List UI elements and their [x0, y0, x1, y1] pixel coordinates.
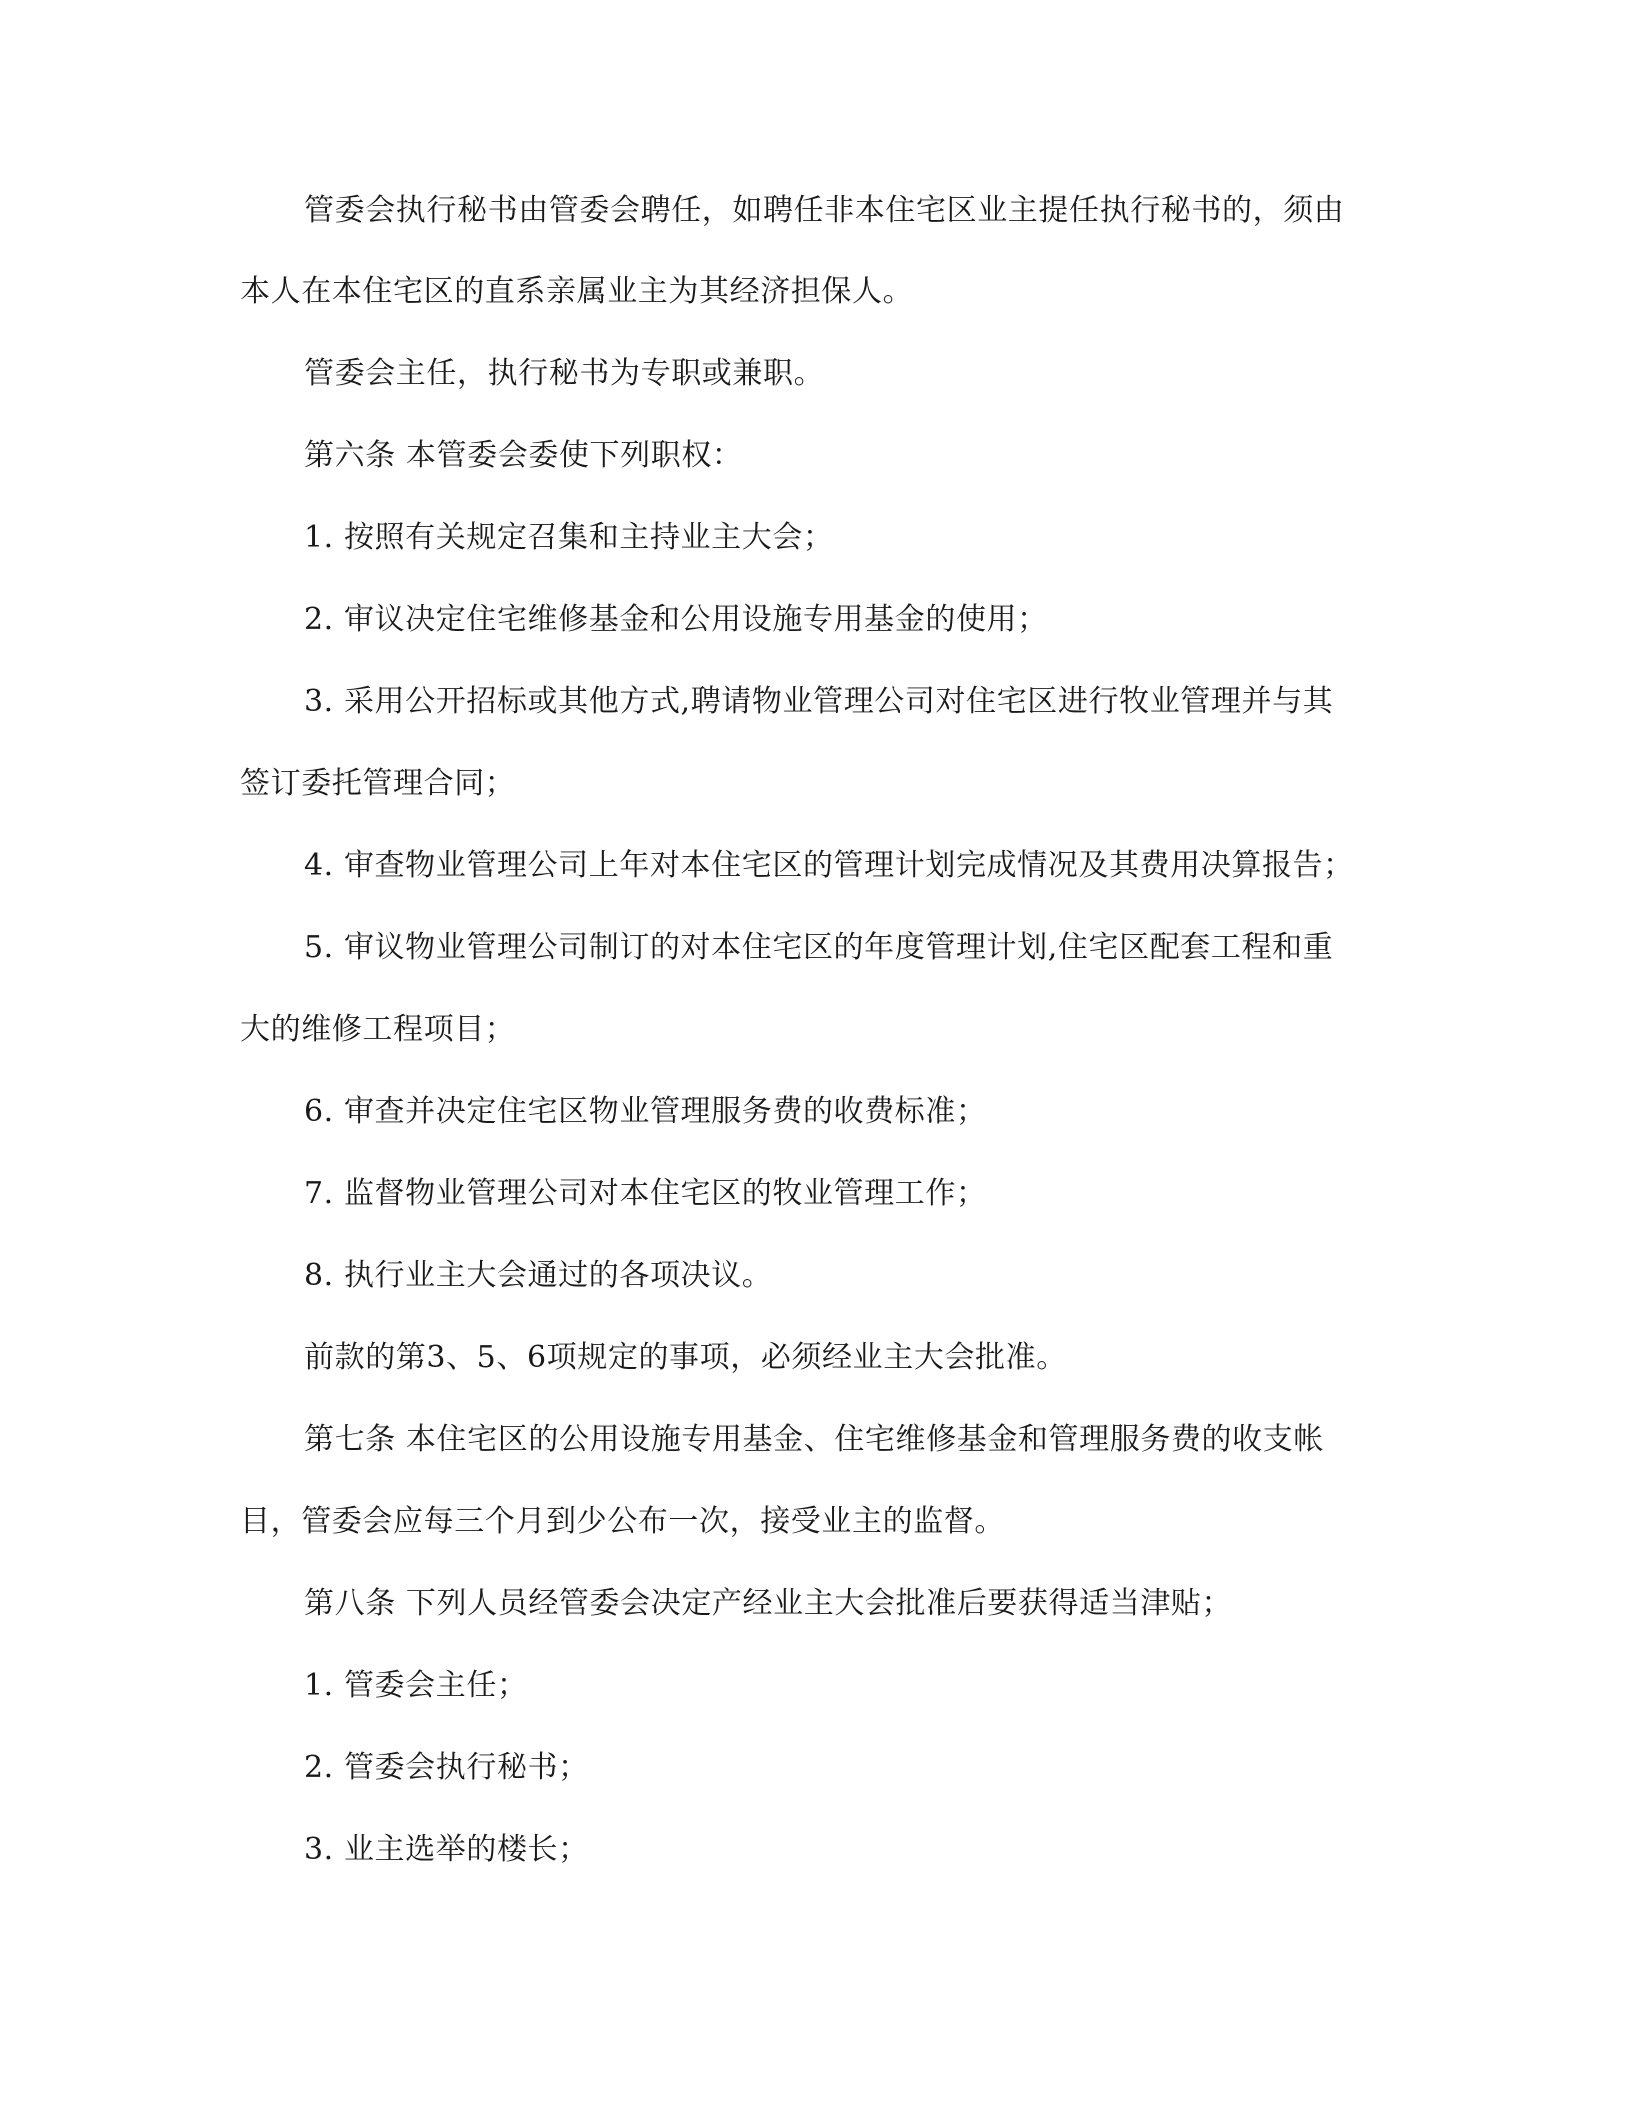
article-heading: 第七条 本住宅区的公用设施专用基金、住宅维修基金和管理服务费的收支帐	[304, 1422, 1324, 1457]
list-item-continuation: 签订委托管理合同；	[240, 766, 516, 801]
list-item: 3. 业主选举的楼长；	[304, 1832, 589, 1867]
list-item: 1. 按照有关规定召集和主持业主大会；	[304, 520, 834, 555]
article-heading: 第八条 下列人员经管委会决定产经业主大会批准后要获得适当津贴；	[304, 1586, 1233, 1621]
article-heading: 第六条 本管委会委使下列职权：	[304, 438, 743, 473]
list-item: 2. 审议决定住宅维修基金和公用设施专用基金的使用；	[304, 602, 1048, 637]
list-item: 1. 管委会主任；	[304, 1668, 528, 1703]
paragraph-line: 管委会主任，执行秘书为专职或兼职。	[304, 356, 825, 391]
paragraph-line: 目，管委会应每三个月到少公布一次，接受业主的监督。	[240, 1504, 1005, 1539]
list-item: 4. 审查物业管理公司上年对本住宅区的管理计划完成情况及其费用决算报告；	[304, 848, 1354, 883]
list-item: 3. 采用公开招标或其他方式,聘请物业管理公司对住宅区进行牧业管理并与其	[304, 684, 1334, 719]
list-item: 8. 执行业主大会通过的各项决议。	[304, 1258, 773, 1293]
paragraph-line: 管委会执行秘书由管委会聘任，如聘任非本住宅区业主提任执行秘书的，须由	[304, 193, 1345, 228]
list-item-continuation: 大的维修工程项目；	[240, 1012, 516, 1047]
paragraph-line: 前款的第3、5、6项规定的事项，必须经业主大会批准。	[304, 1340, 1067, 1375]
list-item: 5. 审议物业管理公司制订的对本住宅区的年度管理计划,住宅区配套工程和重	[304, 930, 1334, 965]
list-item: 2. 管委会执行秘书；	[304, 1750, 589, 1785]
list-item: 7. 监督物业管理公司对本住宅区的牧业管理工作；	[304, 1176, 987, 1211]
paragraph-line: 本人在本住宅区的直系亲属业主为其经济担保人。	[240, 274, 914, 309]
list-item: 6. 审查并决定住宅区物业管理服务费的收费标准；	[304, 1094, 987, 1129]
